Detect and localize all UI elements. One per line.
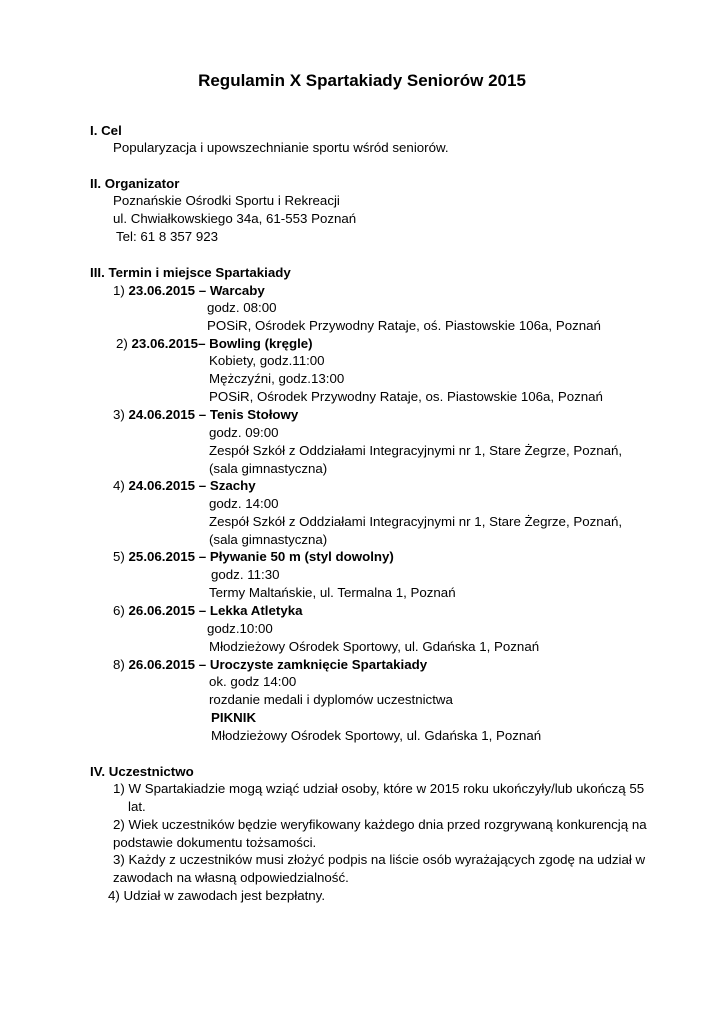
event-title: 24.06.2015 – Szachy <box>128 478 256 493</box>
event-detail: Termy Maltańskie, ul. Termalna 1, Poznań <box>209 585 456 600</box>
section-heading-termin: III. Termin i miejsce Spartakiady <box>90 265 291 280</box>
organizer-phone: Tel: 61 8 357 923 <box>116 229 219 244</box>
participation-line: lat. <box>128 799 146 814</box>
event-title: 24.06.2015 – Tenis Stołowy <box>128 407 299 422</box>
event-list-item <box>113 548 394 566</box>
participation-line: podstawie dokumentu tożsamości. <box>113 835 317 850</box>
event-detail: godz. 14:00 <box>209 496 279 511</box>
event-number: 1) <box>113 283 125 298</box>
event-list-item <box>116 335 313 353</box>
participation-line: 4) Udział w zawodach jest bezpłatny. <box>108 888 326 903</box>
event-detail: rozdanie medali i dyplomów uczestnictwa <box>209 692 453 707</box>
event-detail: Młodzieżowy Ośrodek Sportowy, ul. Gdańska 1, Poznań <box>209 639 540 654</box>
event-detail: Mężczyźni, godz.13:00 <box>209 371 345 386</box>
event-title: 23.06.2015– Bowling (kręgle) <box>131 336 313 351</box>
event-detail: POSiR, Ośrodek Przywodny Rataje, os. Piastowskie 106a, Poznań <box>209 389 603 404</box>
event-detail: POSiR, Ośrodek Przywodny Rataje, oś. Piastowskie 106a, Poznań <box>207 318 601 333</box>
section-heading-uczestnictwo: IV. Uczestnictwo <box>90 764 194 779</box>
event-number: 2) <box>116 336 128 351</box>
event-detail: godz. 08:00 <box>207 300 277 315</box>
participation-line: 1) W Spartakiadzie mogą wziąć udział osoby, które w 2015 roku ukończyły/lub ukończą 55 <box>113 781 645 796</box>
event-detail: Kobiety, godz.11:00 <box>209 353 325 368</box>
event-list-item <box>113 477 256 495</box>
participation-line: zawodach na własną odpowiedzialność. <box>113 870 349 885</box>
event-detail: godz.10:00 <box>207 621 273 636</box>
cel-text: Popularyzacja i upowszechnianie sportu wśród seniorów. <box>113 140 449 155</box>
event-number: 3) <box>113 407 125 422</box>
event-title: 26.06.2015 – Uroczyste zamknięcie Spartakiady <box>128 657 428 672</box>
event-detail-piknik: PIKNIK <box>211 710 257 725</box>
event-list-item <box>113 656 427 674</box>
event-detail: Zespół Szkół z Oddziałami Integracyjnymi nr 1, Stare Żegrze, Poznań, <box>209 443 623 458</box>
event-number: 5) <box>113 549 125 564</box>
event-title: 23.06.2015 – Warcaby <box>128 283 265 298</box>
section-heading-organizator: II. Organizator <box>90 176 180 191</box>
event-number: 8) <box>113 657 125 672</box>
event-list-item <box>113 602 303 620</box>
event-detail: (sala gimnastyczna) <box>209 461 328 476</box>
event-title: 26.06.2015 – Lekka Atletyka <box>128 603 303 618</box>
organizer-name: Poznańskie Ośrodki Sportu i Rekreacji <box>113 193 340 208</box>
participation-line: 3) Każdy z uczestników musi złożyć podpis na liście osób wyrażających zgodę na udział w <box>113 852 646 867</box>
event-list-item <box>113 406 298 424</box>
event-detail: Młodzieżowy Ośrodek Sportowy, ul. Gdańska 1, Poznań <box>211 728 542 743</box>
event-detail: (sala gimnastyczna) <box>209 532 328 547</box>
event-detail: godz. 09:00 <box>209 425 279 440</box>
section-heading-cel: I. Cel <box>90 123 122 138</box>
participation-line: 2) Wiek uczestników będzie weryfikowany każdego dnia przed rozgrywaną konkurencją na <box>113 817 647 832</box>
event-list-item <box>113 282 265 300</box>
event-number: 6) <box>113 603 125 618</box>
page-title: Regulamin X Spartakiady Seniorów 2015 <box>198 71 526 90</box>
event-detail: Zespół Szkół z Oddziałami Integracyjnymi nr 1, Stare Żegrze, Poznań, <box>209 514 623 529</box>
organizer-address: ul. Chwiałkowskiego 34a, 61-553 Poznań <box>113 211 357 226</box>
event-detail: godz. 11:30 <box>211 567 280 582</box>
event-number: 4) <box>113 478 125 493</box>
event-detail: ok. godz 14:00 <box>209 674 297 689</box>
event-title: 25.06.2015 – Pływanie 50 m (styl dowolny) <box>128 549 394 564</box>
